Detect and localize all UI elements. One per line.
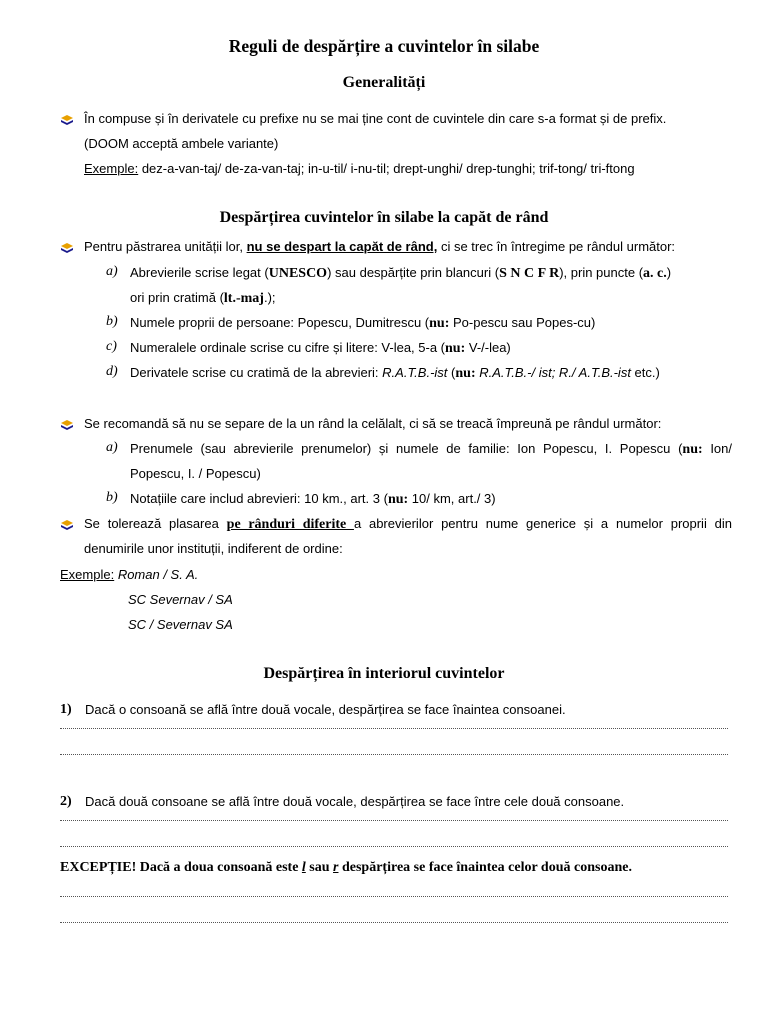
item2-b: Notațiile care includ abrevieri: 10 km., art. 3 (nu: 10/ km, art./ 3)	[130, 491, 496, 507]
bullet-icon	[60, 242, 74, 254]
example-label: Exemple:	[84, 161, 139, 176]
item2-a-line2: Popescu, I. / Popescu)	[130, 466, 261, 481]
gen-line-1: În compuse și în derivatele cu prefixe nu se mai ține cont de cuvintele din care s-a format și de prefix.	[84, 111, 667, 126]
answer-line	[60, 754, 728, 755]
item-c: Numeralele ordinale scrise cu cifre și litere: V-lea, 5-a (nu: V-/-lea)	[130, 340, 511, 356]
item2-a-line1: Prenumele (sau abrevierile prenumelor) și numele de familie: Ion Popescu, I. Popescu (nu: Ion/	[130, 441, 732, 457]
heading-capat-de-rand: Despărțirea cuvintelor în silabe la capăt de rând	[219, 209, 549, 226]
answer-line	[60, 846, 728, 847]
example-2-line3: SC / Severnav SA	[128, 617, 233, 632]
bullet-icon	[60, 114, 74, 126]
example-text: dez-a-van-taj/ de-za-van-taj; in-u-til/ i-nu-til; drept-unghi/ drep-tunghi; trif-tong/ tri-ftong	[138, 161, 635, 176]
item-a-line2: ori prin cratimă (lt.-maj.);	[130, 290, 276, 306]
example-2-line2: SC Severnav / SA	[128, 592, 233, 607]
answer-line	[60, 896, 728, 897]
answer-line	[60, 922, 728, 923]
recommend-intro: Se recomandă să nu se separe de la un rând la celălalt, ci să se treacă împreună pe rândul următor:	[84, 416, 662, 431]
rule-1-text: Dacă o consoană se află între două vocale, despărțirea se face înaintea consoanei.	[85, 702, 566, 717]
example-label: Exemple:	[60, 567, 115, 582]
item-letter: a)	[106, 440, 118, 455]
rule-2-text: Dacă două consoane se află între două vocale, despărțirea se face între cele două consoane.	[85, 794, 625, 809]
item-letter: b)	[106, 314, 118, 329]
item-b: Numele proprii de persoane: Popescu, Dumitrescu (nu: Po-pescu sau Popes-cu)	[130, 315, 596, 331]
item-letter: b)	[106, 490, 118, 505]
item-d: Derivatele scrise cu cratimă de la abrevieri: R.A.T.B.-ist (nu: R.A.T.B.-/ ist; R./ A.T.B.-ist etc.)	[130, 365, 660, 381]
page-title: Reguli de despărțire a cuvintelor în silabe	[228, 36, 540, 56]
gen-example	[84, 160, 635, 178]
different-rows-emphasis: pe rânduri diferite	[226, 517, 354, 532]
tolerate-line1: Se tolerează plasarea pe rânduri diferite a abrevierilor pentru nume generice și a numelor proprii din	[84, 516, 732, 532]
capat-intro: Pentru păstrarea unității lor, nu se despart la capăt de rând, ci se trec în întregime pe rândul următor:	[84, 239, 676, 254]
example-2: Exemple: Roman / S. A.	[60, 567, 199, 582]
gen-line-2: (DOOM acceptă ambele variante)	[84, 136, 279, 151]
answer-line	[60, 820, 728, 821]
exception-rule: EXCEPȚIE! Dacă a doua consoană este l sau r despărțirea se face înaintea celor două consoane.	[60, 860, 632, 875]
no-split-emphasis: nu se despart la capăt de rând,	[246, 239, 438, 254]
rule-2-number: 2)	[60, 794, 72, 809]
heading-generalitati: Generalități	[342, 74, 426, 91]
item-letter: a)	[106, 264, 118, 279]
heading-interior: Despărțirea în interiorul cuvintelor	[263, 665, 505, 682]
item-letter: c)	[106, 339, 117, 354]
bullet-icon	[60, 519, 74, 531]
item-a-line1: Abrevierile scrise legat (UNESCO) sau despărțite prin blancuri (S N C F R), prin puncte (a. c.)	[130, 265, 672, 281]
item-letter: d)	[106, 364, 118, 379]
bullet-icon	[60, 419, 74, 431]
tolerate-line2: denumirile unor instituții, indiferent de ordine:	[84, 541, 343, 556]
answer-line	[60, 728, 728, 729]
rule-1-number: 1)	[60, 702, 72, 717]
